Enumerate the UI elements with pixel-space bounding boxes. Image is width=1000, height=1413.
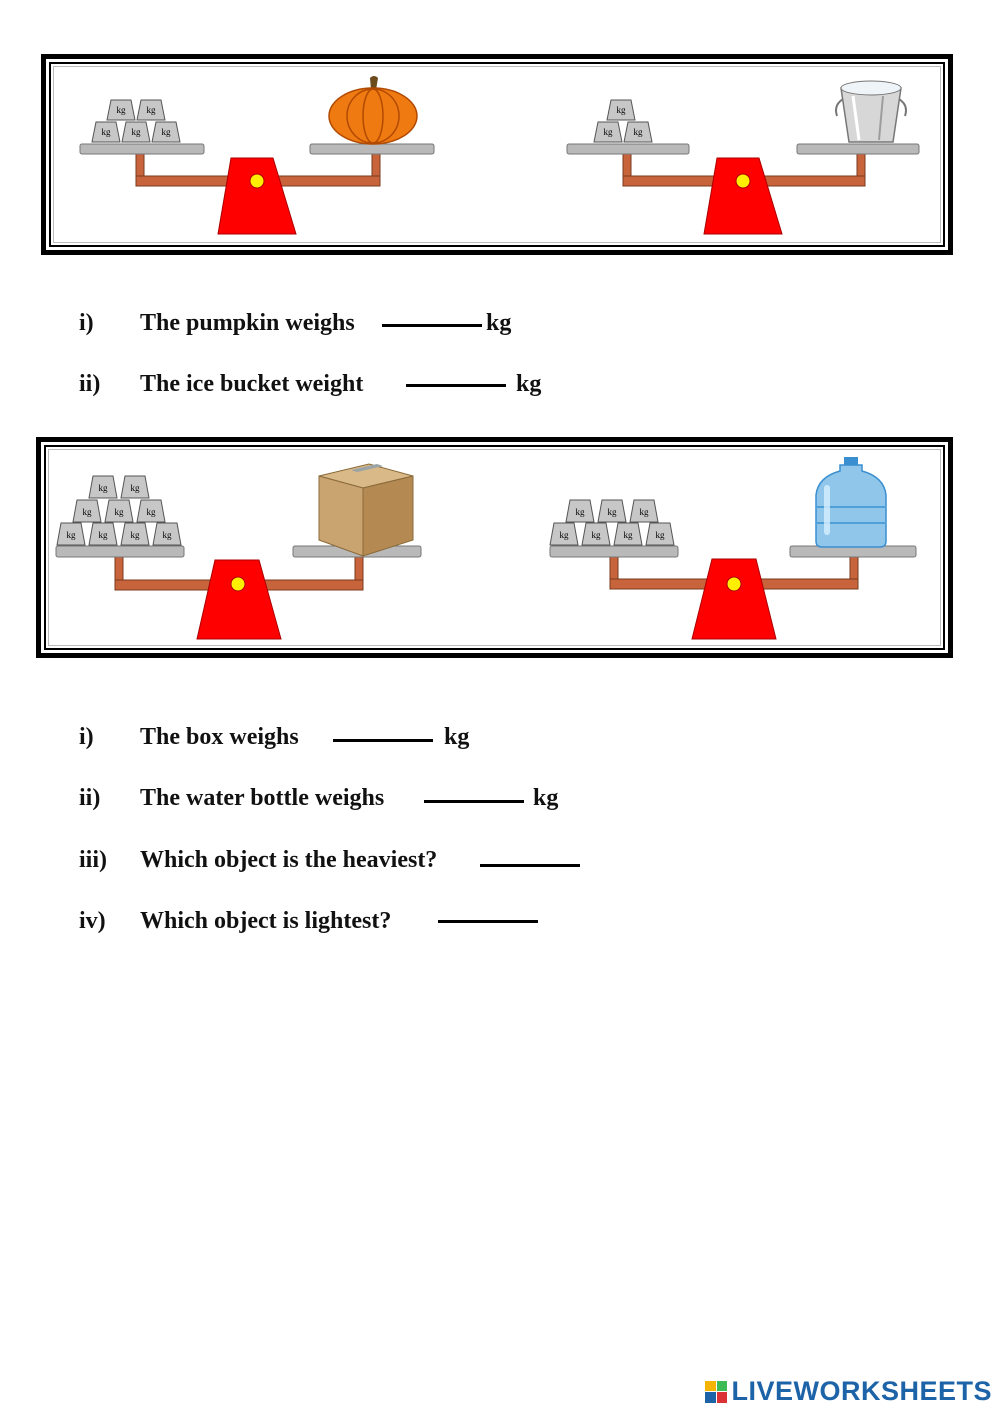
svg-text:kg: kg	[146, 507, 156, 517]
kg-weight	[153, 523, 181, 545]
left-pan	[56, 546, 184, 557]
svg-text:kg: kg	[98, 483, 108, 493]
question-number: ii)	[79, 785, 101, 811]
svg-text:kg: kg	[623, 530, 633, 540]
answer-blank-pumpkin[interactable]	[382, 324, 482, 327]
question-text: The ice bucket weight	[140, 371, 364, 397]
question-number: iii)	[79, 847, 107, 873]
right-pan	[310, 144, 434, 154]
kg-weight	[566, 500, 594, 522]
svg-text:kg: kg	[559, 530, 569, 540]
kg-weight	[614, 523, 642, 545]
unit-label: kg	[486, 310, 512, 336]
svg-text:kg: kg	[633, 127, 643, 137]
fulcrum	[218, 158, 296, 234]
liveworksheets-brand	[705, 1376, 992, 1407]
svg-text:kg: kg	[591, 530, 601, 540]
svg-text:kg: kg	[82, 507, 92, 517]
kg-weights-group	[57, 476, 181, 545]
balance-scale-pumpkin	[78, 72, 438, 242]
unit-label: kg	[533, 785, 559, 811]
svg-text:kg: kg	[130, 483, 140, 493]
svg-text:kg: kg	[575, 507, 585, 517]
kg-weight	[137, 100, 165, 120]
answer-blank-heaviest[interactable]	[480, 864, 580, 867]
pivot	[231, 577, 245, 591]
svg-text:kg: kg	[130, 530, 140, 540]
pivot	[250, 174, 264, 188]
kg-weight	[92, 122, 120, 142]
kg-weight	[73, 500, 101, 522]
svg-text:kg: kg	[66, 530, 76, 540]
svg-text:kg: kg	[162, 530, 172, 540]
kg-weight	[57, 523, 85, 545]
kg-weight	[550, 523, 578, 545]
svg-text:kg: kg	[607, 507, 617, 517]
svg-text:kg: kg	[161, 127, 171, 137]
answer-blank-ice-bucket[interactable]	[406, 384, 506, 387]
unit-label: kg	[516, 371, 542, 397]
question-text: The water bottle weighs	[140, 785, 385, 811]
left-pan	[550, 546, 678, 557]
pivot	[727, 577, 741, 591]
brand-name: LIVEWORKSHEETS	[731, 1376, 992, 1406]
kg-weight	[107, 100, 135, 120]
kg-weights-group	[92, 100, 180, 142]
kg-weight	[121, 523, 149, 545]
answer-blank-lightest[interactable]	[438, 920, 538, 923]
svg-text:kg: kg	[655, 530, 665, 540]
kg-weight	[105, 500, 133, 522]
svg-text:kg: kg	[114, 507, 124, 517]
kg-weight	[594, 122, 622, 142]
ice-bucket-image	[836, 81, 906, 142]
question-text: The box weighs	[140, 724, 299, 750]
balance-scale-box	[55, 460, 425, 645]
kg-weight	[630, 500, 658, 522]
kg-weight	[607, 100, 635, 120]
fulcrum	[692, 559, 776, 639]
svg-text:kg: kg	[616, 105, 626, 115]
kg-weights-group	[594, 100, 652, 142]
answer-blank-water-bottle[interactable]	[424, 800, 524, 803]
answer-blank-box[interactable]	[333, 739, 433, 742]
liveworksheets-logo-icon	[705, 1381, 727, 1403]
left-pan	[80, 144, 204, 154]
kg-weight	[646, 523, 674, 545]
kg-weight	[582, 523, 610, 545]
box-image	[319, 464, 413, 556]
svg-text:kg: kg	[101, 127, 111, 137]
question-number: ii)	[79, 371, 101, 397]
kg-weight	[624, 122, 652, 142]
svg-text:kg: kg	[116, 105, 126, 115]
question-number: i)	[79, 724, 94, 750]
svg-text:kg: kg	[131, 127, 141, 137]
question-number: iv)	[79, 908, 106, 934]
question-number: i)	[79, 310, 94, 336]
svg-text:kg: kg	[146, 105, 156, 115]
unit-label: kg	[444, 724, 470, 750]
question-text: Which object is the heaviest?	[140, 847, 438, 873]
balance-scale-water-bottle	[548, 455, 920, 645]
kg-weights-group	[550, 500, 674, 545]
kg-weight	[122, 122, 150, 142]
kg-weight	[89, 523, 117, 545]
kg-weight	[598, 500, 626, 522]
pumpkin-image	[329, 76, 417, 144]
kg-weight	[137, 500, 165, 522]
fulcrum	[704, 158, 782, 234]
balance-scale-ice-bucket	[565, 72, 925, 242]
pivot	[736, 174, 750, 188]
kg-weight	[152, 122, 180, 142]
water-bottle-image	[816, 457, 886, 547]
right-pan	[797, 144, 919, 154]
svg-text:kg: kg	[639, 507, 649, 517]
question-text: Which object is lightest?	[140, 908, 392, 934]
kg-weight	[89, 476, 117, 498]
svg-text:kg: kg	[603, 127, 613, 137]
kg-weight	[121, 476, 149, 498]
svg-text:kg: kg	[98, 530, 108, 540]
question-text: The pumpkin weighs	[140, 310, 355, 336]
fulcrum	[197, 560, 281, 639]
left-pan	[567, 144, 689, 154]
